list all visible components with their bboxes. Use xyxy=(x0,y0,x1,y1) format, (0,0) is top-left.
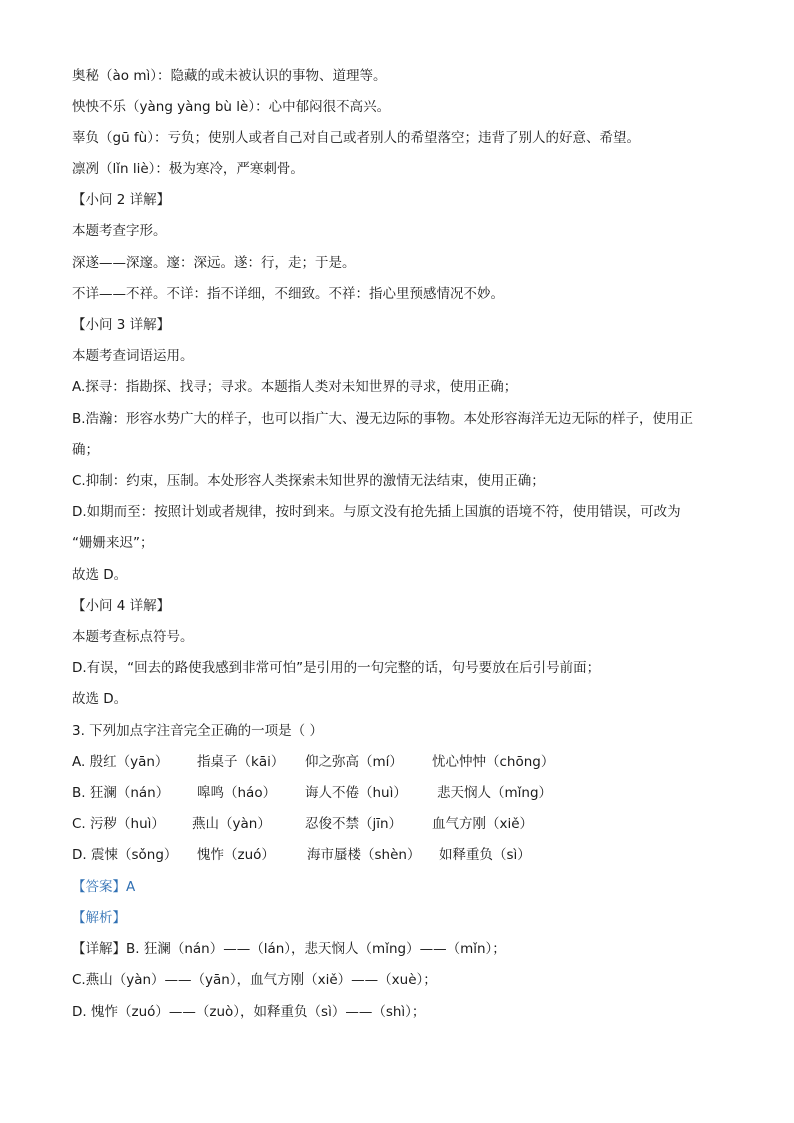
option-item: D. 震悚（sǒng） xyxy=(72,847,178,863)
text-line: 怏怏不乐（yàng yàng bù lè）：心中郁闷很不高兴。 xyxy=(72,99,391,115)
section-heading: 【小问 3 详解】 xyxy=(72,317,171,333)
text-line: 故选 D。 xyxy=(72,691,128,707)
text-line: 故选 D。 xyxy=(72,567,128,583)
option-item: 燕山（yàn） xyxy=(192,816,271,832)
option-item: C. 污秽（huì） xyxy=(72,816,165,832)
text-line: D.有误，“回去的路使我感到非常可怕”是引用的一句完整的话，句号要放在后引号前面； xyxy=(72,660,601,676)
answer-label: 【答案】A xyxy=(72,879,136,895)
option-item: 忍俊不禁（jīn） xyxy=(305,816,403,832)
text-line: D.如期而至：按照计划或者规律，按时到来。与原文没有抢先插上国旗的语境不符，使用错误，可改为 xyxy=(72,504,681,520)
text-line: 凛冽（lǐn liè）：极为寒冷，严寒刺骨。 xyxy=(72,161,304,177)
option-item: 诲人不倦（huì） xyxy=(305,785,407,801)
text-line: 不详——不祥。不详：指不详细，不细致。不祥：指心里预感情况不妙。 xyxy=(72,286,504,302)
text-line: 深遂——深邃。邃：深远。遂：行，走；于是。 xyxy=(72,255,356,271)
section-heading: 【小问 4 详解】 xyxy=(72,598,171,614)
text-line: 辜负（gū fù）：亏负；使别人或者自己对自己或者别人的希望落空；违背了别人的好意、希望。 xyxy=(72,130,640,146)
text-line: 本题考查标点符号。 xyxy=(72,629,194,645)
text-line: 确； xyxy=(72,442,99,458)
option-item: 如释重负（sì） xyxy=(439,847,531,863)
text-line: 本题考查词语运用。 xyxy=(72,348,194,364)
detail-line: 【详解】B. 狂澜（nán）——（lán），悲天悯人（mǐng）——（mǐn）； xyxy=(72,941,506,957)
option-item: 指桌子（kāi） xyxy=(197,754,285,770)
text-line: 奥秘（ào mì）：隐藏的或未被认识的事物、道理等。 xyxy=(72,68,387,84)
option-item: B. 狂澜（nán） xyxy=(72,785,170,801)
detail-line: C.燕山（yàn）——（yān），血气方刚（xiě）——（xuè）； xyxy=(72,972,437,988)
option-item: A. 殷红（yān） xyxy=(72,754,169,770)
analysis-label: 【解析】 xyxy=(72,910,126,926)
option-item: 愧怍（zuó） xyxy=(197,847,275,863)
option-item: 悲天悯人（mǐng） xyxy=(437,785,553,801)
question-stem: 3. 下列加点字注音完全正确的一项是（ ） xyxy=(72,723,323,739)
text-line: C.抑制：约束，压制。本处形容人类探索未知世界的激情无法结束，使用正确； xyxy=(72,473,545,489)
option-item: 忧心忡忡（chōng） xyxy=(432,754,555,770)
text-line: “姗姗来迟”； xyxy=(72,535,154,551)
text-line: B.浩瀚：形容水势广大的样子，也可以指广大、漫无边际的事物。本处形容海洋无边无际的样子，使用正 xyxy=(72,411,694,427)
text-line: A.探寻：指勘探、找寻；寻求。本题指人类对未知世界的寻求，使用正确； xyxy=(72,379,518,395)
section-heading: 【小问 2 详解】 xyxy=(72,192,171,208)
option-item: 嗥鸣（háo） xyxy=(197,785,277,801)
option-item: 仰之弥高（mí） xyxy=(305,754,403,770)
option-item: 海市蜃楼（shèn） xyxy=(307,847,421,863)
text-line: 本题考查字形。 xyxy=(72,223,167,239)
detail-line: D. 愧怍（zuó）——（zuò），如释重负（sì）——（shì）； xyxy=(72,1004,426,1020)
option-item: 血气方刚（xiě） xyxy=(432,816,534,832)
